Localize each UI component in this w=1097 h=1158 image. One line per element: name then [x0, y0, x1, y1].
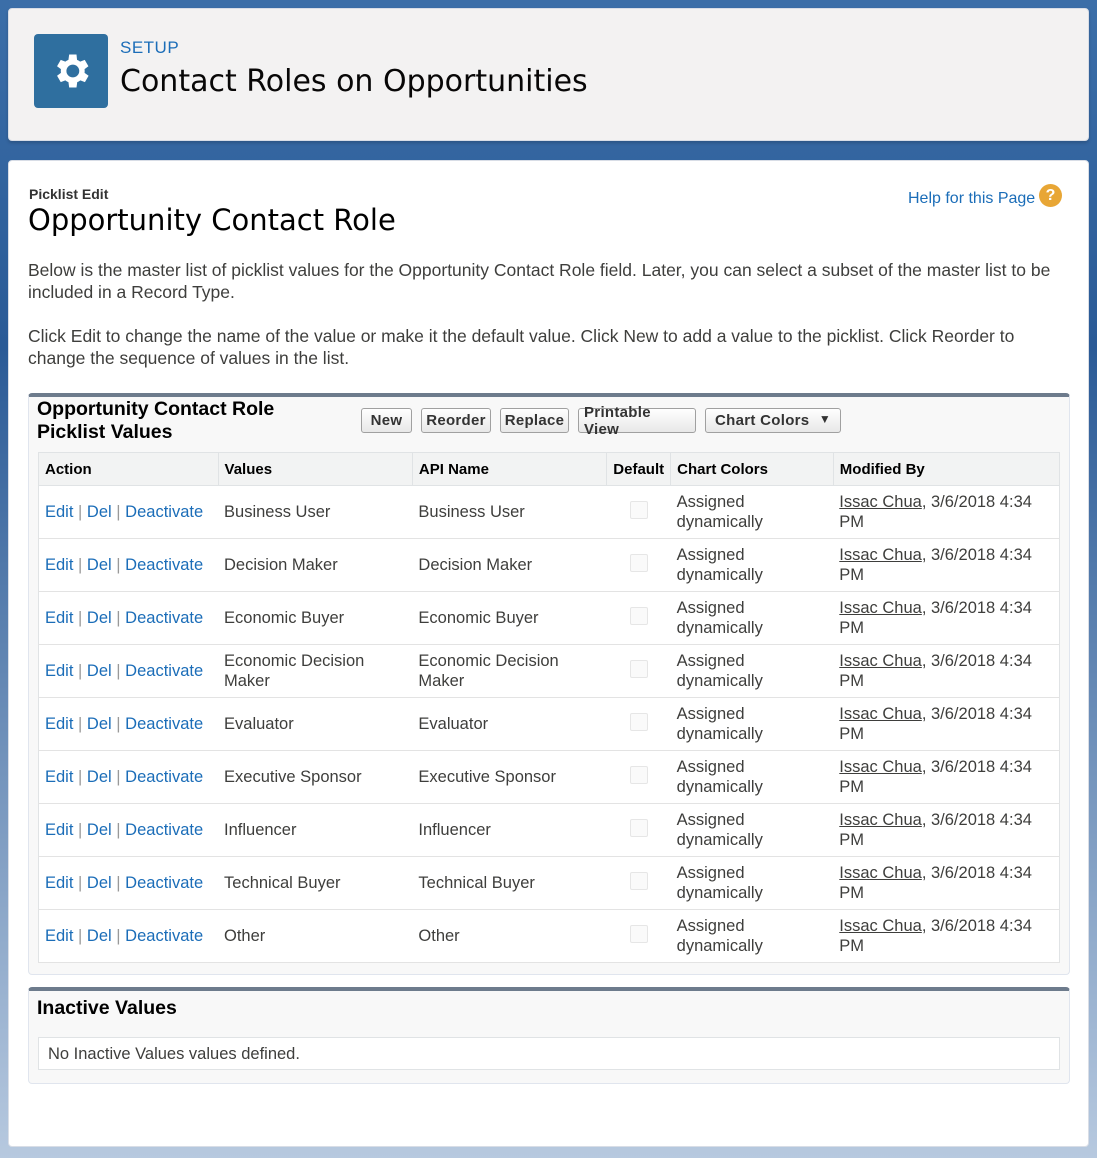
row-actions — [39, 592, 219, 645]
default-cell — [607, 592, 671, 645]
modified-by-cell — [833, 857, 1059, 910]
block-title-line2: Picklist Values — [37, 421, 173, 443]
table-row — [39, 539, 1060, 592]
modified-by-cell — [833, 592, 1059, 645]
modified-date: , 3/6/2018 4:34 PM — [839, 546, 1032, 584]
api-name-cell: Economic Buyer — [412, 592, 606, 645]
default-cell — [607, 751, 671, 804]
inactive-values-block — [28, 987, 1070, 1084]
user-link[interactable]: Issac Chua — [839, 546, 922, 564]
table-row — [39, 857, 1060, 910]
deactivate-link[interactable]: Deactivate — [125, 874, 204, 892]
api-name-cell: Evaluator — [412, 698, 606, 751]
default-checkbox — [630, 766, 648, 784]
modified-by-cell — [833, 645, 1059, 698]
inactive-empty-message: No Inactive Values values defined. — [38, 1037, 1060, 1070]
row-actions — [39, 804, 219, 857]
deactivate-link[interactable]: Deactivate — [125, 556, 204, 574]
api-name-cell: Influencer — [412, 804, 606, 857]
table-row — [39, 804, 1060, 857]
block-title-line1: Opportunity Contact Role — [37, 398, 275, 420]
row-actions — [39, 698, 219, 751]
default-cell — [607, 857, 671, 910]
separator: | — [78, 715, 83, 733]
value-cell: Other — [218, 910, 412, 963]
separator: | — [116, 662, 121, 680]
api-name-cell: Economic Decision Maker — [412, 645, 606, 698]
separator: | — [116, 556, 121, 574]
chart-color-cell: Assigned dynamically — [671, 539, 834, 592]
delete-link[interactable]: Del — [86, 874, 112, 892]
chart-colors-label: Chart Colors — [715, 412, 810, 429]
edit-link[interactable]: Edit — [45, 556, 74, 574]
user-link[interactable]: Issac Chua — [839, 811, 922, 829]
inactive-title: Inactive Values — [37, 997, 177, 1019]
api-name-cell: Business User — [412, 486, 606, 539]
default-cell — [607, 539, 671, 592]
modified-date: , 3/6/2018 4:34 PM — [839, 758, 1032, 796]
modified-date: , 3/6/2018 4:34 PM — [839, 493, 1032, 531]
edit-link[interactable]: Edit — [45, 821, 74, 839]
default-cell — [607, 486, 671, 539]
default-checkbox — [630, 554, 648, 572]
separator: | — [78, 503, 83, 521]
modified-date: , 3/6/2018 4:34 PM — [839, 864, 1032, 902]
separator: | — [78, 927, 83, 945]
column-header-modified-by[interactable]: Modified By — [833, 453, 1059, 486]
chart-color-cell: Assigned dynamically — [671, 910, 834, 963]
deactivate-link[interactable]: Deactivate — [125, 768, 204, 786]
table-row — [39, 486, 1060, 539]
deactivate-link[interactable]: Deactivate — [125, 821, 204, 839]
new-button[interactable]: New — [361, 408, 412, 433]
column-header-chart-colors[interactable]: Chart Colors — [671, 453, 834, 486]
instruction-text: Click Edit to change the name of the value or make it the default value. Click New to add a value to the picklist. Click Reorder to change the sequence of values in the list. — [28, 326, 1015, 368]
row-actions — [39, 910, 219, 963]
chart-colors-dropdown[interactable] — [705, 408, 841, 433]
column-header-action[interactable]: Action — [39, 453, 219, 486]
column-header-api-name[interactable]: API Name — [412, 453, 606, 486]
separator: | — [116, 927, 121, 945]
separator: | — [78, 609, 83, 627]
default-checkbox — [630, 713, 648, 731]
reorder-button[interactable]: Reorder — [421, 408, 491, 433]
separator: | — [78, 821, 83, 839]
row-actions — [39, 486, 219, 539]
modified-by-cell — [833, 486, 1059, 539]
separator: | — [78, 662, 83, 680]
default-cell — [607, 645, 671, 698]
default-checkbox — [630, 501, 648, 519]
api-name-cell: Decision Maker — [412, 539, 606, 592]
default-cell — [607, 698, 671, 751]
separator: | — [78, 874, 83, 892]
block-title — [37, 398, 274, 444]
api-name-cell: Technical Buyer — [412, 857, 606, 910]
modified-by-cell — [833, 751, 1059, 804]
delete-link[interactable]: Del — [86, 556, 112, 574]
deactivate-link[interactable]: Deactivate — [125, 662, 204, 680]
deactivate-link[interactable]: Deactivate — [125, 609, 204, 627]
deactivate-link[interactable]: Deactivate — [125, 715, 204, 733]
chart-color-cell: Assigned dynamically — [671, 804, 834, 857]
table-row — [39, 751, 1060, 804]
user-link[interactable]: Issac Chua — [839, 758, 922, 776]
printable-view-button[interactable]: Printable View — [578, 408, 696, 433]
modified-by-cell — [833, 804, 1059, 857]
help-link[interactable]: Help for this Page — [908, 190, 1036, 207]
value-cell: Executive Sponsor — [218, 751, 412, 804]
question-icon[interactable]: ? — [1039, 184, 1062, 207]
user-link[interactable]: Issac Chua — [839, 705, 922, 723]
value-cell: Evaluator — [218, 698, 412, 751]
setup-label: SETUP — [120, 38, 180, 57]
edit-link[interactable]: Edit — [45, 715, 74, 733]
chart-color-cell: Assigned dynamically — [671, 751, 834, 804]
table-row — [39, 698, 1060, 751]
user-link[interactable]: Issac Chua — [839, 917, 922, 935]
delete-link[interactable]: Del — [86, 503, 112, 521]
column-header-default[interactable]: Default — [607, 453, 671, 486]
row-actions — [39, 539, 219, 592]
delete-link[interactable]: Del — [86, 768, 112, 786]
default-cell — [607, 910, 671, 963]
default-cell — [607, 804, 671, 857]
edit-link[interactable]: Edit — [45, 662, 74, 680]
row-actions — [39, 751, 219, 804]
deactivate-link[interactable]: Deactivate — [125, 927, 204, 945]
value-cell: Economic Decision Maker — [218, 645, 412, 698]
replace-button[interactable]: Replace — [500, 408, 569, 433]
separator: | — [116, 874, 121, 892]
value-cell: Technical Buyer — [218, 857, 412, 910]
table-row — [39, 645, 1060, 698]
api-name-cell: Other — [412, 910, 606, 963]
edit-link[interactable]: Edit — [45, 503, 74, 521]
separator: | — [116, 768, 121, 786]
gear-icon — [34, 34, 108, 108]
default-checkbox — [630, 660, 648, 678]
default-checkbox — [630, 819, 648, 837]
default-checkbox — [630, 872, 648, 890]
modified-date: , 3/6/2018 4:34 PM — [839, 599, 1032, 637]
separator: | — [116, 609, 121, 627]
picklist-values-block — [28, 393, 1070, 975]
modified-date: , 3/6/2018 4:34 PM — [839, 652, 1032, 690]
default-checkbox — [630, 607, 648, 625]
chart-color-cell: Assigned dynamically — [671, 645, 834, 698]
description-text: Below is the master list of picklist values for the Opportunity Contact Role field. Later, you can select a subset of the master list to be included in a Record Type. — [28, 260, 1051, 302]
breadcrumb: Picklist Edit — [29, 186, 109, 202]
modified-by-cell — [833, 910, 1059, 963]
table-header-row — [39, 453, 1060, 486]
modified-date: , 3/6/2018 4:34 PM — [839, 705, 1032, 743]
delete-link[interactable]: Del — [86, 609, 112, 627]
page-title: Contact Roles on Opportunities — [120, 64, 588, 99]
page-header — [8, 8, 1089, 141]
api-name-cell: Executive Sponsor — [412, 751, 606, 804]
modified-date: , 3/6/2018 4:34 PM — [839, 917, 1032, 955]
chart-color-cell: Assigned dynamically — [671, 698, 834, 751]
chart-color-cell: Assigned dynamically — [671, 486, 834, 539]
value-cell: Economic Buyer — [218, 592, 412, 645]
delete-link[interactable]: Del — [86, 821, 112, 839]
user-link[interactable]: Issac Chua — [839, 599, 922, 617]
row-actions — [39, 645, 219, 698]
user-link[interactable]: Issac Chua — [839, 864, 922, 882]
modified-by-cell — [833, 698, 1059, 751]
separator: | — [78, 768, 83, 786]
deactivate-link[interactable]: Deactivate — [125, 503, 204, 521]
user-link[interactable]: Issac Chua — [839, 652, 922, 670]
table-row — [39, 910, 1060, 963]
section-title: Opportunity Contact Role — [28, 203, 396, 237]
value-cell: Decision Maker — [218, 539, 412, 592]
picklist-table — [38, 452, 1060, 963]
modified-by-cell — [833, 539, 1059, 592]
value-cell: Influencer — [218, 804, 412, 857]
default-checkbox — [630, 925, 648, 943]
row-actions — [39, 857, 219, 910]
separator: | — [116, 715, 121, 733]
separator: | — [116, 821, 121, 839]
delete-link[interactable]: Del — [86, 715, 112, 733]
separator: | — [116, 503, 121, 521]
modified-date: , 3/6/2018 4:34 PM — [839, 811, 1032, 849]
table-row — [39, 592, 1060, 645]
chevron-down-icon: ▼ — [818, 412, 831, 426]
value-cell: Business User — [218, 486, 412, 539]
edit-link[interactable]: Edit — [45, 874, 74, 892]
chart-color-cell: Assigned dynamically — [671, 592, 834, 645]
edit-link[interactable]: Edit — [45, 927, 74, 945]
separator: | — [78, 556, 83, 574]
user-link[interactable]: Issac Chua — [839, 493, 922, 511]
delete-link[interactable]: Del — [86, 927, 112, 945]
column-header-values[interactable]: Values — [218, 453, 412, 486]
edit-link[interactable]: Edit — [45, 609, 74, 627]
edit-link[interactable]: Edit — [45, 768, 74, 786]
delete-link[interactable]: Del — [86, 662, 112, 680]
main-content — [8, 160, 1089, 1147]
chart-color-cell: Assigned dynamically — [671, 857, 834, 910]
